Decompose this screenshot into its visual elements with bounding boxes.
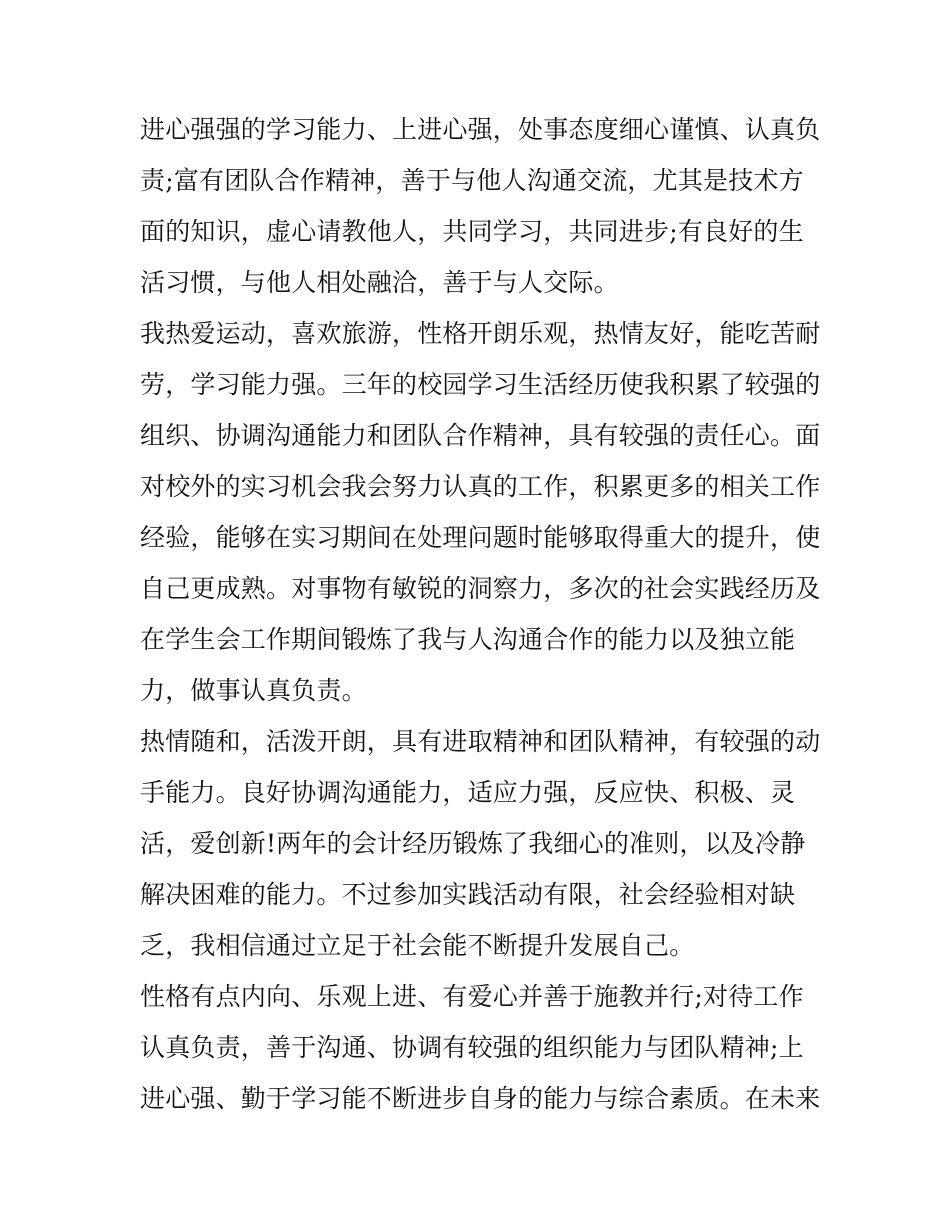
text-line: 热情随和，活泼开朗，具有进取精神和团队精神，有较强的动: [140, 727, 821, 756]
text-line: 对校外的实习机会我会努力认真的工作，积累更多的相关工作: [140, 472, 821, 501]
text-line: 活，爱创新!两年的会计经历锻炼了我细心的准则，以及冷静: [140, 829, 806, 858]
text-line: 解决困难的能力。不过参加实践活动有限，社会经验相对缺: [140, 880, 796, 909]
text-line: 面的知识，虚心请教他人，共同学习，共同进步;有良好的生: [140, 217, 804, 246]
text-line: 认真负责，善于沟通、协调有较强的组织能力与团队精神;上: [140, 1033, 804, 1062]
text-line: 性格有点内向、乐观上进、有爱心并善于施教并行;对待工作: [140, 982, 804, 1011]
text-line: 活习惯，与他人相处融洽，善于与人交际。: [140, 268, 619, 297]
text-line: 进心强、勤于学习能不断进步自身的能力与综合素质。在未来: [140, 1084, 821, 1113]
text-line: 手能力。良好协调沟通能力，适应力强，反应快、积极、灵: [140, 778, 796, 807]
text-line: 经验，能够在实习期间在处理问题时能够取得重大的提升，使: [140, 523, 821, 552]
text-line: 劳，学习能力强。三年的校园学习生活经历使我积累了较强的: [140, 370, 821, 399]
text-line: 力，做事认真负责。: [140, 676, 367, 705]
document-body: [140, 104, 821, 1124]
text-line: 组织、协调沟通能力和团队合作精神，具有较强的责任心。面: [140, 421, 821, 450]
text-line: 进心强强的学习能力、上进心强，处事态度细心谨慎、认真负: [140, 115, 821, 144]
text-line: 在学生会工作期间锻炼了我与人沟通合作的能力以及独立能: [140, 625, 796, 654]
text-line: 我热爱运动，喜欢旅游，性格开朗乐观，热情友好，能吃苦耐: [140, 319, 821, 348]
text-line: 责;富有团队合作精神，善于与他人沟通交流，尤其是技术方: [140, 166, 804, 195]
text-line: 乏，我相信通过立足于社会能不断提升发展自己。: [140, 931, 695, 960]
text-line: 自己更成熟。对事物有敏锐的洞察力，多次的社会实践经历及: [140, 574, 821, 603]
